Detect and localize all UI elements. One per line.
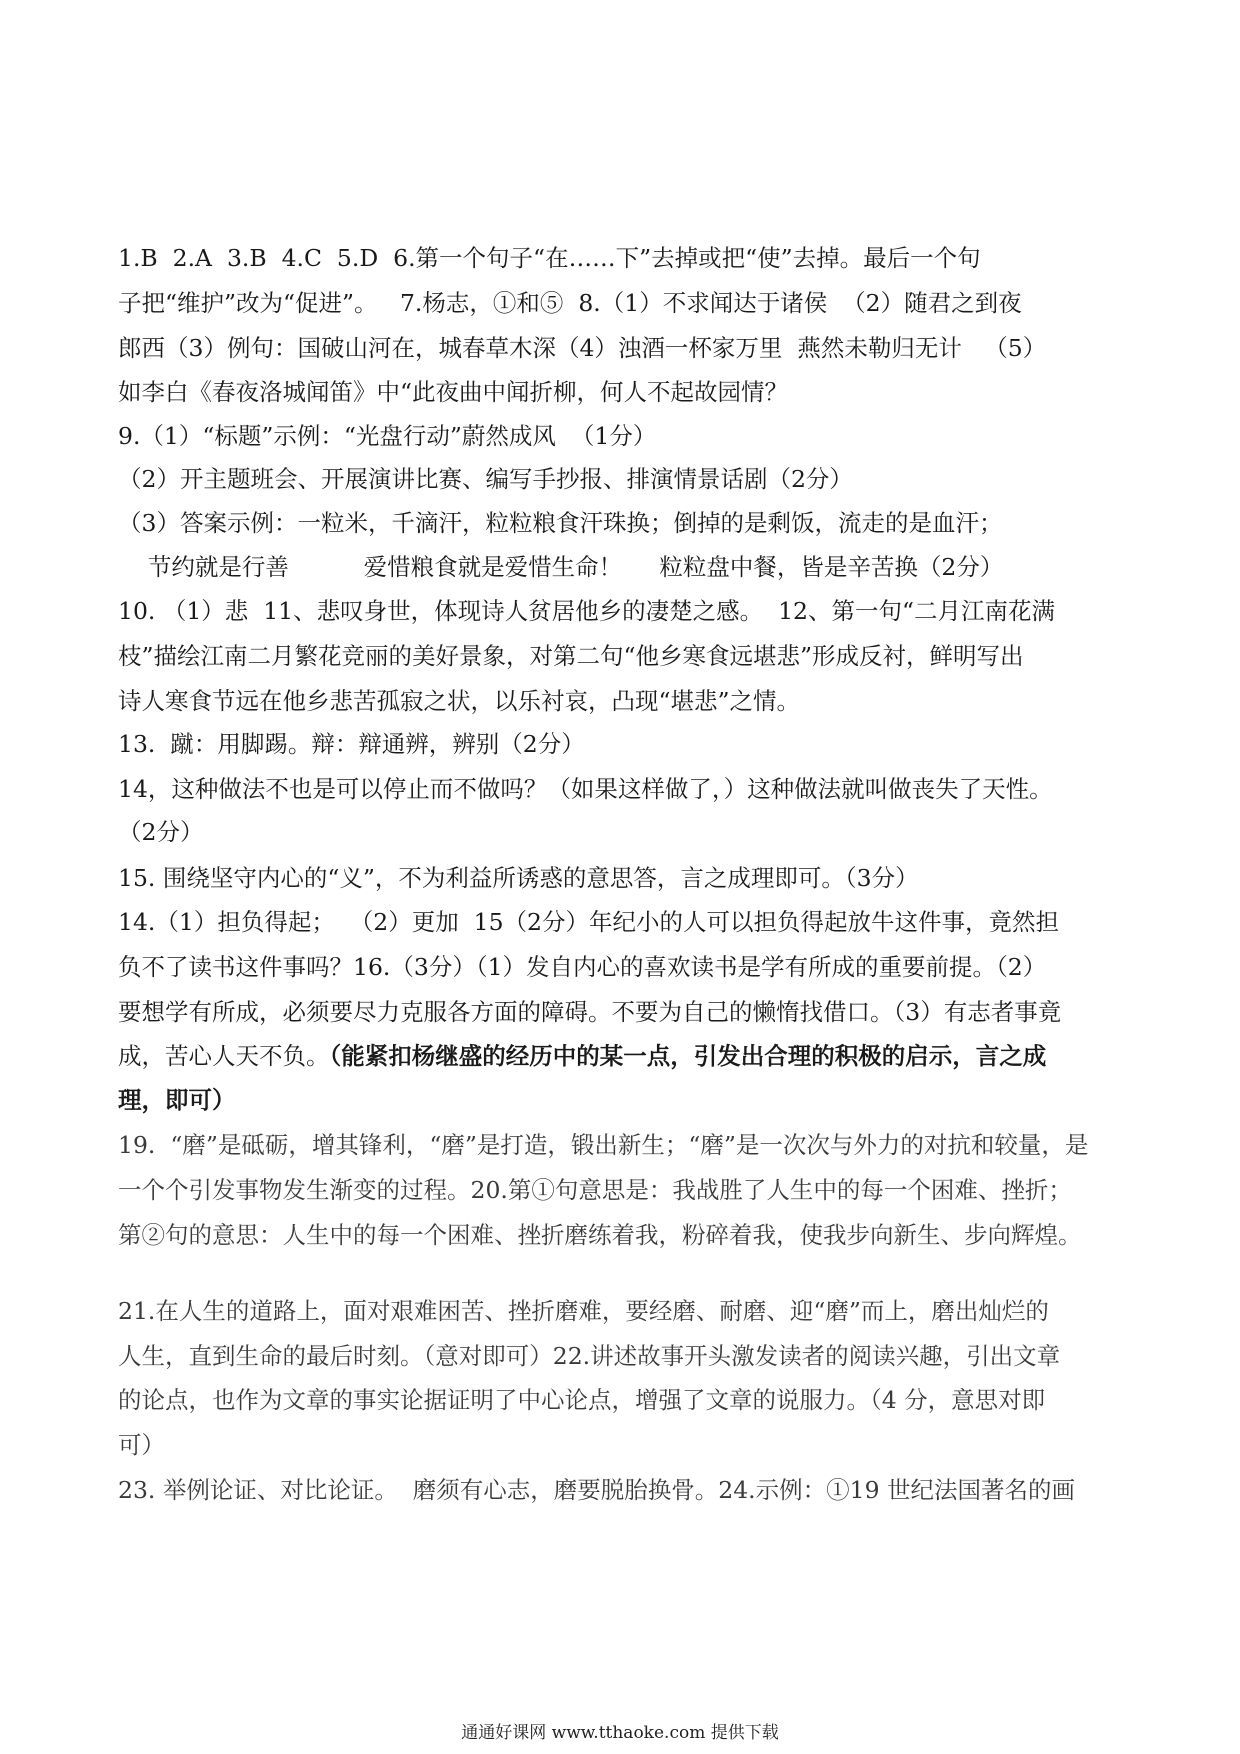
text-line-23: 第②句的意思：人生中的每一个困难、挫折磨练着我，粉碎着我，使我步向新生、步向辉煌。 bbox=[118, 1221, 1082, 1249]
text-line-18: 要想学有所成，必须要尽力克服各方面的障碍。不要为自己的懒惰找借口。（3）有志者事竟 bbox=[118, 998, 1062, 1026]
text-line-9: 10. （1）悲 11、悲叹身世，体现诗人贫居他乡的凄楚之感。 12、第一句“二月江南花满 bbox=[118, 597, 1055, 625]
text-line-4: 如李白《春夜洛城闻笛》中“此夜曲中闻折柳，何人不起故园情？ bbox=[118, 378, 789, 406]
text-line-25: 人生，直到生命的最后时刻。（意对即可）22.讲述故事开头激发读者的阅读兴趣，引出文章 bbox=[118, 1342, 1061, 1370]
text-line-11: 诗人寒食节远在他乡悲苦孤寂之状，以乐衬哀，凸现“堪悲”之情。 bbox=[118, 687, 801, 715]
text-line-8: 节约就是行善 爱惜粮食就是爱惜生命！ 粒粒盘中餐，皆是辛苦换（2分） bbox=[118, 553, 1004, 581]
bold-note: （能紧扣杨继盛的经历中的某一点，引发出合理的积极的启示，言之成 bbox=[329, 1042, 1047, 1070]
text-line-26: 的论点，也作为文章的事实论据证明了中心论点，增强了文章的说服力。（4 分，意思对即 bbox=[118, 1386, 1046, 1414]
text-line-22: 一个个引发事物发生渐变的过程。20.第①句意思是：我战胜了人生中的每一个困难、挫折； bbox=[118, 1176, 1072, 1204]
text-line-27: 可） bbox=[118, 1431, 165, 1459]
footer-source: 通通好课网 www.tthaoke.com 提供下载 bbox=[461, 1723, 779, 1743]
text-line-20: 理，即可） bbox=[118, 1086, 236, 1114]
text-line-10: 枝”描绘江南二月繁花竞丽的美好景象，对第二句“他乡寒食远堪悲”形成反衬，鲜明写出 bbox=[118, 642, 1024, 670]
text-line-28: 23. 举例论证、对比论证。 磨须有心志，磨要脱胎换骨。24.示例：①19 世纪法国著名的画 bbox=[118, 1476, 1076, 1504]
text-line-21: 19. “磨”是砥砺，增其锋利，“磨”是打造，锻出新生；“磨”是一次次与外力的对抗和较量，是 bbox=[118, 1131, 1089, 1159]
text-line-7: （3）答案示例：一粒米，千滴汗，粒粒粮食汗珠换；倒掉的是剩饭，流走的是血汗； bbox=[118, 509, 1003, 537]
text-line-15: 15. 围绕坚守内心的“义”，不为利益所诱惑的意思答，言之成理即可。（3分） bbox=[118, 864, 919, 892]
text-line-19-plain: 成，苦心人天不负。 bbox=[118, 1042, 330, 1070]
text-line-14: （2分） bbox=[118, 818, 204, 846]
text-line-19 bbox=[118, 1040, 1046, 1072]
text-line-2: 子把“维护”改为“促进”。 7.杨志，①和⑤ 8.（1）不求闻达于诸侯 （2）随君之到夜 bbox=[118, 289, 1022, 317]
text-line-6: （2）开主题班会、开展演讲比赛、编写手抄报、排演情景话剧（2分） bbox=[118, 465, 853, 493]
text-line-24: 21.在人生的道路上，面对艰难困苦、挫折磨难，要经磨、耐磨、迎“磨”而上，磨出灿烂的 bbox=[118, 1297, 1049, 1325]
text-line-3: 郎西（3）例句：国破山河在，城春草木深（4）浊酒一杯家万里 燕然未勒归无计 （5） bbox=[118, 334, 1047, 362]
text-line-13: 14，这种做法不也是可以停止而不做吗？（如果这样做了，）这种做法就叫做丧失了天性。 bbox=[118, 775, 1053, 803]
text-line-16: 14.（1）担负得起； （2）更加 15（2分）年纪小的人可以担负得起放牛这件事，竟然担 bbox=[118, 908, 1060, 936]
text-line-17: 负不了读书这件事吗？16.（3分）（1）发自内心的喜欢读书是学有所成的重要前提。（2） bbox=[118, 953, 1047, 981]
text-line-1: 1.B 2.A 3.B 4.C 5.D 6.第一个句子“在……下”去掉或把“使”去掉。最后一个句 bbox=[118, 244, 981, 272]
text-line-5: 9.（1）“标题”示例：“光盘行动”蔚然成风 （1分） bbox=[118, 422, 657, 450]
text-line-12: 13. 蹴：用脚踢。辩：辩通辨，辨别（2分） bbox=[118, 730, 585, 758]
